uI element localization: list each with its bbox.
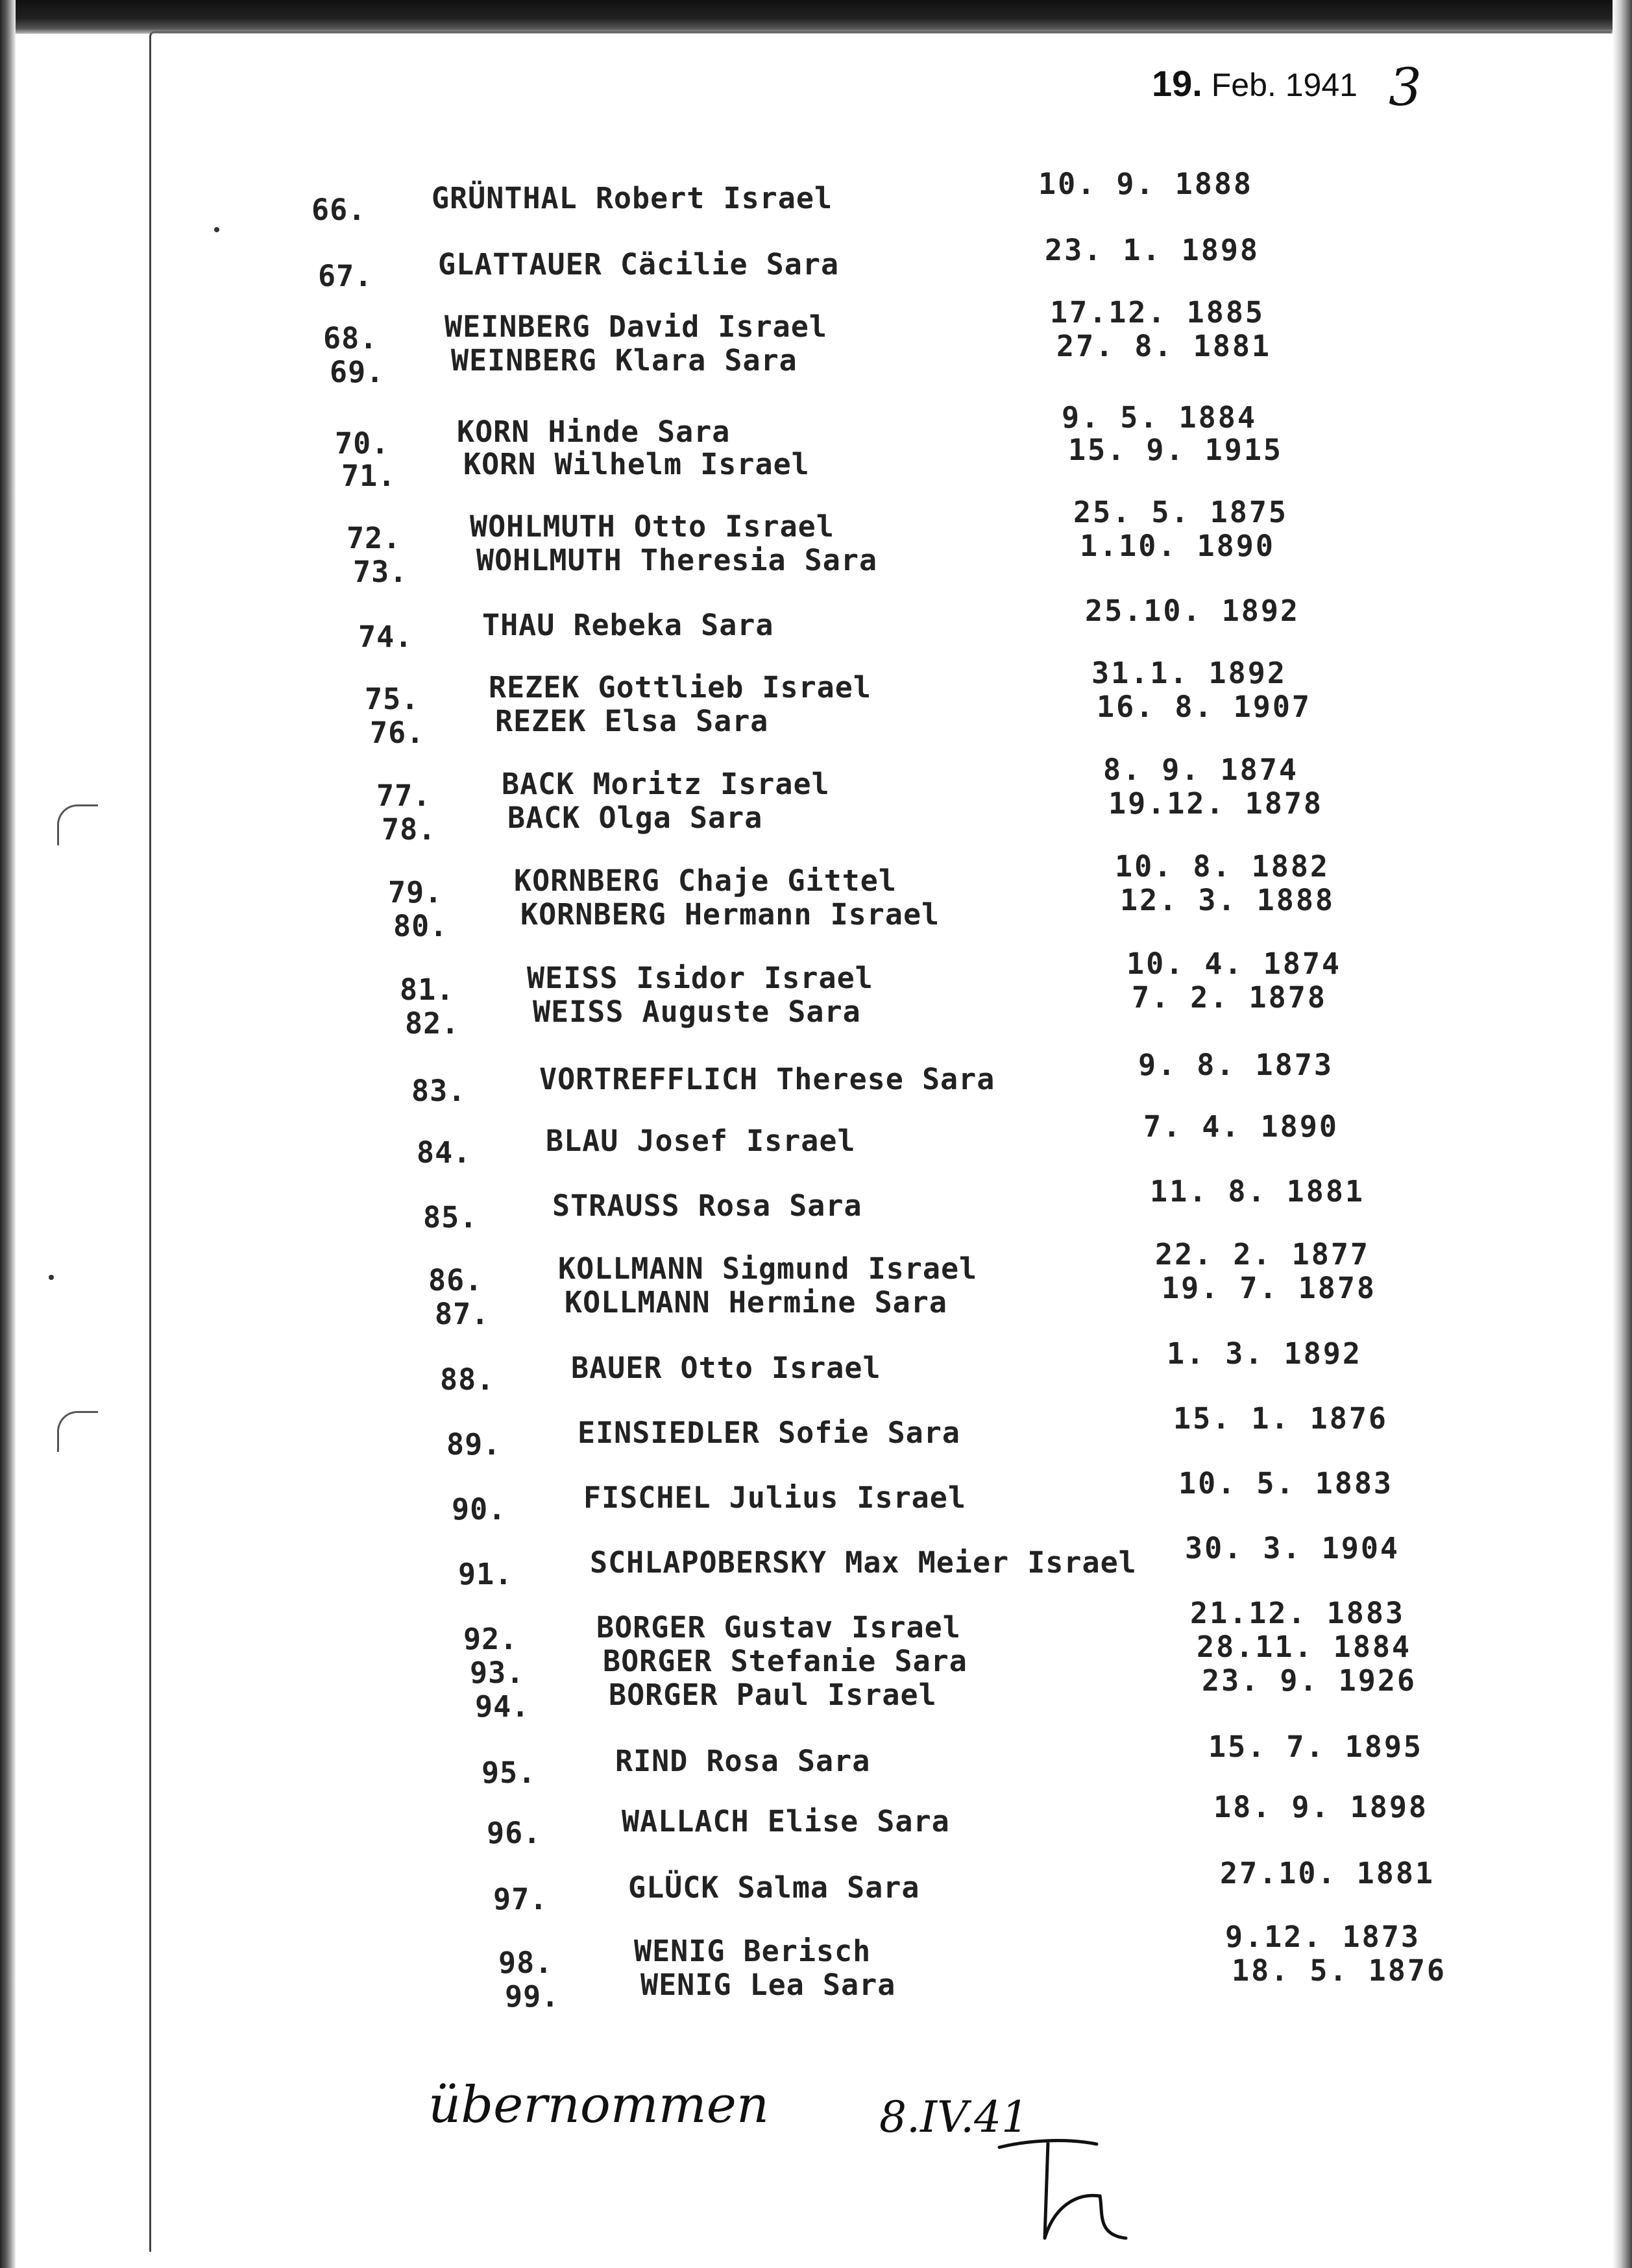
- entry-birthdate: 22. 2. 1877: [1155, 1237, 1370, 1272]
- entry-name: RIND Rosa Sara: [615, 1744, 871, 1778]
- entry-birthdate: 27. 8. 1881: [1056, 329, 1272, 363]
- entry-name: BORGER Paul Israel: [609, 1678, 937, 1712]
- entry-number: 72.: [347, 521, 402, 555]
- entry-birthdate: 21.12. 1883: [1190, 1596, 1406, 1630]
- entry-number: 69.: [330, 355, 385, 389]
- entry-name: KORN Hinde Sara: [457, 415, 731, 449]
- entry-birthdate: 18. 9. 1898: [1213, 1790, 1429, 1824]
- entry-name: GLÜCK Salma Sara: [628, 1870, 920, 1905]
- entry-birthdate: 28.11. 1884: [1197, 1630, 1412, 1664]
- entry-number: 83.: [411, 1074, 467, 1108]
- entry-birthdate: 15. 9. 1915: [1068, 433, 1284, 467]
- entry-name: WOHLMUTH Theresia Sara: [476, 543, 878, 577]
- entry-number: 86.: [428, 1263, 483, 1297]
- entry-name: KORN Wilhelm Israel: [463, 447, 810, 481]
- entry-name: BORGER Gustav Israel: [596, 1610, 961, 1645]
- entry-name: WALLACH Elise Sara: [622, 1804, 950, 1839]
- entry-name: WEISS Auguste Sara: [533, 995, 861, 1029]
- entry-name: BLAU Josef Israel: [546, 1124, 856, 1158]
- entry-birthdate: 19.12. 1878: [1108, 786, 1324, 821]
- entry-birthdate: 12. 3. 1888: [1120, 883, 1335, 917]
- entry-birthdate: 25.10. 1892: [1085, 594, 1300, 628]
- date-stamp-month-year: Feb. 1941: [1211, 67, 1358, 103]
- entry-number: 97.: [493, 1882, 548, 1916]
- entry-number: 92.: [463, 1622, 518, 1656]
- entry-number: 91.: [458, 1557, 513, 1591]
- entry-birthdate: 15. 7. 1895: [1208, 1730, 1424, 1764]
- entry-number: 75.: [365, 682, 420, 716]
- page-number: 3: [1389, 57, 1422, 117]
- entry-birthdate: 27.10. 1881: [1220, 1856, 1435, 1890]
- entry-number: 85.: [423, 1200, 478, 1235]
- entry-birthdate: 1. 3. 1892: [1167, 1336, 1362, 1371]
- entry-number: 82.: [405, 1006, 460, 1041]
- entry-name: BACK Moritz Israel: [502, 767, 830, 801]
- entry-number: 80.: [393, 909, 448, 943]
- entry-name: WEINBERG Klara Sara: [451, 343, 798, 378]
- entry-birthdate: 8. 9. 1874: [1103, 753, 1298, 787]
- entry-number: 71.: [341, 459, 396, 493]
- entry-number: 77.: [376, 778, 432, 813]
- entry-birthdate: 16. 8. 1907: [1097, 690, 1312, 724]
- entry-name: WENIG Lea Sara: [640, 1968, 896, 2002]
- entry-name: KORNBERG Chaje Gittel: [514, 863, 897, 898]
- entry-birthdate: 7. 2. 1878: [1132, 980, 1327, 1015]
- entry-number: 74.: [358, 620, 413, 654]
- entry-name: REZEK Elsa Sara: [495, 704, 769, 738]
- handwritten-note: übernommen: [428, 2076, 770, 2134]
- entry-number: 99.: [505, 1979, 560, 2014]
- entry-name: KOLLMANN Sigmund Israel: [558, 1251, 978, 1286]
- entry-number: 79.: [388, 875, 443, 910]
- entry-name: BAUER Otto Israel: [571, 1351, 881, 1385]
- entry-birthdate: 1.10. 1890: [1080, 529, 1275, 563]
- entry-birthdate: 19. 7. 1878: [1162, 1271, 1377, 1305]
- entry-name: STRAUSS Rosa Sara: [552, 1188, 862, 1223]
- entry-name: WEINBERG David Israel: [445, 309, 827, 344]
- entry-number: 76.: [370, 716, 425, 750]
- entry-name: THAU Rebeka Sara: [482, 608, 774, 642]
- entry-number: 94.: [475, 1689, 530, 1724]
- entry-birthdate: 23. 1. 1898: [1045, 233, 1260, 267]
- entry-birthdate: 10. 4. 1874: [1127, 947, 1342, 981]
- entry-name: EINSIEDLER Sofie Sara: [578, 1416, 960, 1450]
- entry-name: SCHLAPOBERSKY Max Meier Israel: [590, 1545, 1137, 1580]
- entry-birthdate: 25. 5. 1875: [1073, 495, 1289, 529]
- entry-name: BACK Olga Sara: [507, 801, 763, 835]
- entry-birthdate: 18. 5. 1876: [1232, 1953, 1447, 1988]
- entry-birthdate: 31.1. 1892: [1091, 656, 1287, 690]
- entry-name: WOHLMUTH Otto Israel: [470, 509, 834, 544]
- entry-name: WENIG Berisch: [634, 1934, 871, 1968]
- entry-number: 66.: [311, 193, 367, 227]
- entry-number: 73.: [353, 555, 408, 589]
- entry-number: 98.: [498, 1946, 554, 1980]
- entry-birthdate: 15. 1. 1876: [1173, 1401, 1389, 1436]
- entry-name: VORTREFFLICH Therese Sara: [539, 1062, 995, 1096]
- entry-number: 93.: [470, 1656, 525, 1690]
- entry-name: BORGER Stefanie Sara: [603, 1644, 968, 1678]
- handwritten-date: 8.IV.41: [879, 2092, 1029, 2142]
- entry-number: 90.: [452, 1492, 507, 1526]
- date-stamp-day: 19.: [1152, 63, 1202, 104]
- entry-number: 84.: [417, 1135, 472, 1170]
- entry-name: GLATTAUER Cäcilie Sara: [438, 247, 840, 282]
- entry-number: 68.: [323, 321, 378, 356]
- entry-number: 81.: [400, 972, 455, 1007]
- entry-name: FISCHEL Julius Israel: [583, 1480, 966, 1515]
- entry-number: 88.: [440, 1362, 495, 1397]
- entry-name: GRÜNTHAL Robert Israel: [432, 181, 833, 215]
- signature-mark: [986, 2128, 1142, 2251]
- entry-name: REZEK Gottlieb Israel: [489, 670, 871, 705]
- entry-number: 78.: [382, 812, 437, 847]
- entry-birthdate: 17.12. 1885: [1050, 295, 1265, 330]
- entry-number: 70.: [335, 426, 390, 461]
- entry-number: 95.: [481, 1755, 537, 1790]
- entry-number: 67.: [318, 259, 373, 293]
- entry-number: 89.: [446, 1427, 502, 1462]
- entry-birthdate: 9.12. 1873: [1225, 1920, 1420, 1954]
- entry-name: KORNBERG Hermann Israel: [520, 897, 940, 932]
- entry-name: KOLLMANN Hermine Sara: [565, 1285, 947, 1320]
- entry-birthdate: 9. 5. 1884: [1062, 400, 1257, 435]
- entry-birthdate: 10. 9. 1888: [1038, 167, 1254, 201]
- entry-birthdate: 9. 8. 1873: [1138, 1048, 1334, 1082]
- entry-birthdate: 30. 3. 1904: [1185, 1531, 1400, 1565]
- entry-number: 96.: [487, 1816, 542, 1850]
- entry-birthdate: 23. 9. 1926: [1202, 1663, 1417, 1698]
- entry-birthdate: 10. 5. 1883: [1178, 1466, 1394, 1501]
- entry-number: 87.: [435, 1297, 490, 1331]
- entry-name: WEISS Isidor Israel: [527, 961, 873, 995]
- entry-birthdate: 7. 4. 1890: [1143, 1109, 1339, 1144]
- entry-birthdate: 10. 8. 1882: [1115, 849, 1330, 884]
- entry-birthdate: 11. 8. 1881: [1150, 1174, 1365, 1209]
